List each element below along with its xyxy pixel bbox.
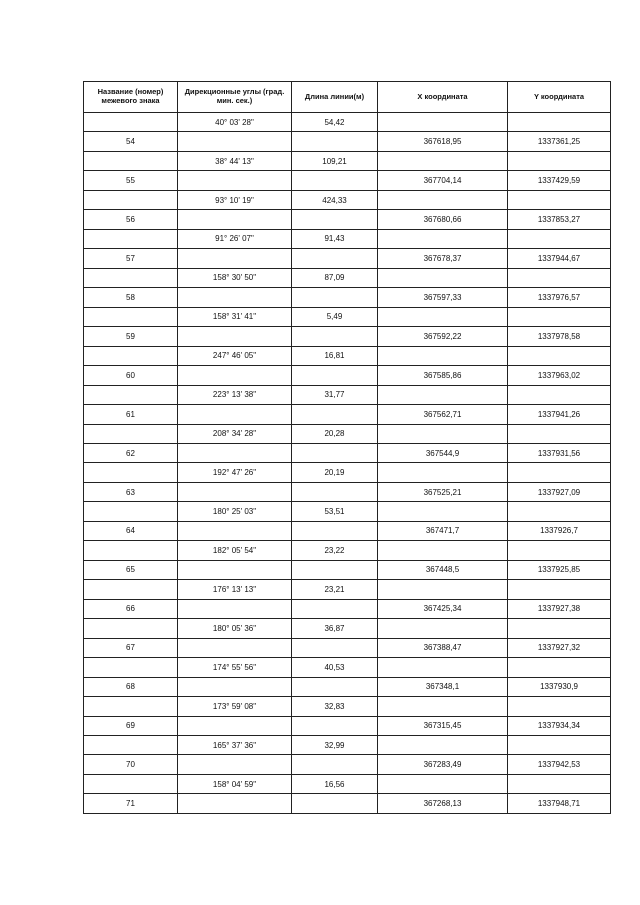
point-row <box>84 794 611 813</box>
empty-cell <box>84 190 178 209</box>
y-coordinate-cell: 1337361,25 <box>508 132 611 151</box>
segment-row <box>84 151 611 170</box>
empty-cell <box>292 327 378 346</box>
y-coordinate-cell: 1337927,32 <box>508 638 611 657</box>
segment-row <box>84 113 611 132</box>
point-name-cell: 59 <box>84 327 178 346</box>
y-coordinate-cell: 1337934,34 <box>508 716 611 735</box>
empty-cell <box>378 463 508 482</box>
y-coordinate-cell: 1337942,53 <box>508 755 611 774</box>
empty-cell <box>508 502 611 521</box>
line-length-cell: 424,33 <box>292 190 378 209</box>
segment-row <box>84 190 611 209</box>
empty-cell <box>178 132 292 151</box>
empty-cell <box>378 541 508 560</box>
line-length-cell: 16,81 <box>292 346 378 365</box>
line-length-cell: 32,83 <box>292 697 378 716</box>
empty-cell <box>378 151 508 170</box>
y-coordinate-cell: 1337926,7 <box>508 521 611 540</box>
y-coordinate-cell: 1337976,57 <box>508 288 611 307</box>
empty-cell <box>178 755 292 774</box>
point-name-cell: 68 <box>84 677 178 696</box>
empty-cell <box>378 113 508 132</box>
empty-cell <box>84 774 178 793</box>
y-coordinate-cell: 1337941,26 <box>508 405 611 424</box>
point-row <box>84 560 611 579</box>
empty-cell <box>508 385 611 404</box>
empty-cell <box>178 327 292 346</box>
x-coordinate-cell: 367388,47 <box>378 638 508 657</box>
empty-cell <box>178 794 292 813</box>
empty-cell <box>508 541 611 560</box>
segment-row <box>84 697 611 716</box>
empty-cell <box>178 716 292 735</box>
empty-cell <box>378 502 508 521</box>
segment-row <box>84 502 611 521</box>
y-coordinate-cell: 1337925,85 <box>508 560 611 579</box>
point-row <box>84 521 611 540</box>
line-length-cell: 40,53 <box>292 658 378 677</box>
y-coordinate-cell: 1337978,58 <box>508 327 611 346</box>
x-coordinate-cell: 367544,9 <box>378 443 508 462</box>
segment-row <box>84 736 611 755</box>
direction-angle-cell: 182° 05' 54" <box>178 541 292 560</box>
empty-cell <box>84 580 178 599</box>
point-row <box>84 288 611 307</box>
empty-cell <box>292 716 378 735</box>
empty-cell <box>508 658 611 677</box>
empty-cell <box>378 346 508 365</box>
empty-cell <box>292 443 378 462</box>
point-row <box>84 405 611 424</box>
point-row <box>84 249 611 268</box>
line-length-cell: 20,28 <box>292 424 378 443</box>
empty-cell <box>378 229 508 248</box>
point-row <box>84 327 611 346</box>
empty-cell <box>508 774 611 793</box>
empty-cell <box>292 405 378 424</box>
segment-row <box>84 229 611 248</box>
empty-cell <box>84 385 178 404</box>
header-direction-angle: Дирекционные углы (град. мин. сек.) <box>178 82 292 113</box>
segment-row <box>84 541 611 560</box>
header-point-name: Название (номер) межевого знака <box>84 82 178 113</box>
empty-cell <box>378 619 508 638</box>
point-name-cell: 66 <box>84 599 178 618</box>
direction-angle-cell: 192° 47' 26" <box>178 463 292 482</box>
header-x-coordinate: X координата <box>378 82 508 113</box>
x-coordinate-cell: 367704,14 <box>378 171 508 190</box>
point-name-cell: 60 <box>84 366 178 385</box>
direction-angle-cell: 174° 55' 56" <box>178 658 292 677</box>
segment-row <box>84 346 611 365</box>
point-name-cell: 70 <box>84 755 178 774</box>
direction-angle-cell: 180° 05' 36" <box>178 619 292 638</box>
table-body <box>84 113 611 814</box>
point-row <box>84 599 611 618</box>
point-row <box>84 677 611 696</box>
line-length-cell: 20,19 <box>292 463 378 482</box>
empty-cell <box>178 366 292 385</box>
empty-cell <box>508 151 611 170</box>
empty-cell <box>84 229 178 248</box>
point-name-cell: 61 <box>84 405 178 424</box>
empty-cell <box>378 736 508 755</box>
empty-cell <box>292 560 378 579</box>
line-length-cell: 23,22 <box>292 541 378 560</box>
point-name-cell: 63 <box>84 482 178 501</box>
header-row <box>84 82 611 113</box>
segment-row <box>84 580 611 599</box>
empty-cell <box>378 385 508 404</box>
empty-cell <box>84 502 178 521</box>
direction-angle-cell: 158° 04' 59" <box>178 774 292 793</box>
x-coordinate-cell: 367268,13 <box>378 794 508 813</box>
y-coordinate-cell: 1337429,59 <box>508 171 611 190</box>
empty-cell <box>178 210 292 229</box>
direction-angle-cell: 40° 03' 28" <box>178 113 292 132</box>
y-coordinate-cell: 1337927,38 <box>508 599 611 618</box>
segment-row <box>84 619 611 638</box>
segment-row <box>84 463 611 482</box>
empty-cell <box>508 736 611 755</box>
empty-cell <box>508 307 611 326</box>
point-name-cell: 71 <box>84 794 178 813</box>
empty-cell <box>178 677 292 696</box>
x-coordinate-cell: 367348,1 <box>378 677 508 696</box>
x-coordinate-cell: 367562,71 <box>378 405 508 424</box>
direction-angle-cell: 247° 46' 05" <box>178 346 292 365</box>
line-length-cell: 53,51 <box>292 502 378 521</box>
empty-cell <box>178 171 292 190</box>
line-length-cell: 54,42 <box>292 113 378 132</box>
direction-angle-cell: 158° 31' 41" <box>178 307 292 326</box>
point-row <box>84 716 611 735</box>
point-name-cell: 55 <box>84 171 178 190</box>
point-row <box>84 443 611 462</box>
point-name-cell: 62 <box>84 443 178 462</box>
empty-cell <box>378 774 508 793</box>
empty-cell <box>508 580 611 599</box>
line-length-cell: 109,21 <box>292 151 378 170</box>
point-row <box>84 210 611 229</box>
empty-cell <box>178 249 292 268</box>
direction-angle-cell: 165° 37' 36" <box>178 736 292 755</box>
x-coordinate-cell: 367592,22 <box>378 327 508 346</box>
empty-cell <box>178 288 292 307</box>
segment-row <box>84 424 611 443</box>
empty-cell <box>84 541 178 560</box>
empty-cell <box>292 249 378 268</box>
y-coordinate-cell: 1337931,56 <box>508 443 611 462</box>
point-name-cell: 69 <box>84 716 178 735</box>
empty-cell <box>292 210 378 229</box>
empty-cell <box>178 482 292 501</box>
empty-cell <box>292 521 378 540</box>
y-coordinate-cell: 1337944,67 <box>508 249 611 268</box>
empty-cell <box>292 599 378 618</box>
y-coordinate-cell: 1337927,09 <box>508 482 611 501</box>
direction-angle-cell: 176° 13' 13" <box>178 580 292 599</box>
empty-cell <box>84 463 178 482</box>
point-row <box>84 482 611 501</box>
empty-cell <box>178 405 292 424</box>
point-name-cell: 54 <box>84 132 178 151</box>
x-coordinate-cell: 367597,33 <box>378 288 508 307</box>
empty-cell <box>178 638 292 657</box>
empty-cell <box>508 346 611 365</box>
empty-cell <box>378 697 508 716</box>
header-y-coordinate: Y координата <box>508 82 611 113</box>
direction-angle-cell: 223° 13' 38" <box>178 385 292 404</box>
x-coordinate-cell: 367618,95 <box>378 132 508 151</box>
empty-cell <box>178 521 292 540</box>
point-row <box>84 638 611 657</box>
point-name-cell: 57 <box>84 249 178 268</box>
empty-cell <box>84 151 178 170</box>
boundary-coordinates-table <box>83 81 611 814</box>
empty-cell <box>84 113 178 132</box>
direction-angle-cell: 93° 10' 19" <box>178 190 292 209</box>
empty-cell <box>84 658 178 677</box>
segment-row <box>84 268 611 287</box>
empty-cell <box>84 307 178 326</box>
direction-angle-cell: 91° 26' 07" <box>178 229 292 248</box>
direction-angle-cell: 173° 59' 08" <box>178 697 292 716</box>
y-coordinate-cell: 1337963,02 <box>508 366 611 385</box>
point-name-cell: 56 <box>84 210 178 229</box>
x-coordinate-cell: 367315,45 <box>378 716 508 735</box>
y-coordinate-cell: 1337853,27 <box>508 210 611 229</box>
empty-cell <box>378 658 508 677</box>
segment-row <box>84 774 611 793</box>
segment-row <box>84 307 611 326</box>
empty-cell <box>378 268 508 287</box>
empty-cell <box>378 190 508 209</box>
empty-cell <box>292 288 378 307</box>
empty-cell <box>292 794 378 813</box>
line-length-cell: 36,87 <box>292 619 378 638</box>
point-name-cell: 64 <box>84 521 178 540</box>
header-line-length: Длина линии(м) <box>292 82 378 113</box>
empty-cell <box>292 366 378 385</box>
empty-cell <box>178 443 292 462</box>
point-row <box>84 171 611 190</box>
x-coordinate-cell: 367680,66 <box>378 210 508 229</box>
empty-cell <box>292 482 378 501</box>
x-coordinate-cell: 367425,34 <box>378 599 508 618</box>
line-length-cell: 16,56 <box>292 774 378 793</box>
empty-cell <box>84 268 178 287</box>
empty-cell <box>84 424 178 443</box>
x-coordinate-cell: 367585,86 <box>378 366 508 385</box>
empty-cell <box>84 736 178 755</box>
segment-row <box>84 385 611 404</box>
line-length-cell: 32,99 <box>292 736 378 755</box>
empty-cell <box>508 697 611 716</box>
direction-angle-cell: 158° 30' 50" <box>178 268 292 287</box>
direction-angle-cell: 38° 44' 13" <box>178 151 292 170</box>
line-length-cell: 23,21 <box>292 580 378 599</box>
x-coordinate-cell: 367283,49 <box>378 755 508 774</box>
empty-cell <box>508 229 611 248</box>
x-coordinate-cell: 367525,21 <box>378 482 508 501</box>
x-coordinate-cell: 367471,7 <box>378 521 508 540</box>
empty-cell <box>84 697 178 716</box>
empty-cell <box>292 677 378 696</box>
empty-cell <box>84 619 178 638</box>
point-row <box>84 132 611 151</box>
empty-cell <box>378 424 508 443</box>
empty-cell <box>508 190 611 209</box>
empty-cell <box>84 346 178 365</box>
empty-cell <box>292 171 378 190</box>
empty-cell <box>292 755 378 774</box>
x-coordinate-cell: 367448,5 <box>378 560 508 579</box>
empty-cell <box>378 580 508 599</box>
point-name-cell: 58 <box>84 288 178 307</box>
line-length-cell: 87,09 <box>292 268 378 287</box>
direction-angle-cell: 208° 34' 28" <box>178 424 292 443</box>
empty-cell <box>508 463 611 482</box>
line-length-cell: 31,77 <box>292 385 378 404</box>
empty-cell <box>508 424 611 443</box>
empty-cell <box>292 638 378 657</box>
empty-cell <box>178 560 292 579</box>
point-row <box>84 755 611 774</box>
point-name-cell: 65 <box>84 560 178 579</box>
line-length-cell: 5,49 <box>292 307 378 326</box>
empty-cell <box>508 268 611 287</box>
x-coordinate-cell: 367678,37 <box>378 249 508 268</box>
empty-cell <box>378 307 508 326</box>
y-coordinate-cell: 1337948,71 <box>508 794 611 813</box>
point-row <box>84 366 611 385</box>
point-name-cell: 67 <box>84 638 178 657</box>
segment-row <box>84 658 611 677</box>
empty-cell <box>178 599 292 618</box>
empty-cell <box>508 113 611 132</box>
empty-cell <box>508 619 611 638</box>
direction-angle-cell: 180° 25' 03" <box>178 502 292 521</box>
line-length-cell: 91,43 <box>292 229 378 248</box>
empty-cell <box>292 132 378 151</box>
y-coordinate-cell: 1337930,9 <box>508 677 611 696</box>
